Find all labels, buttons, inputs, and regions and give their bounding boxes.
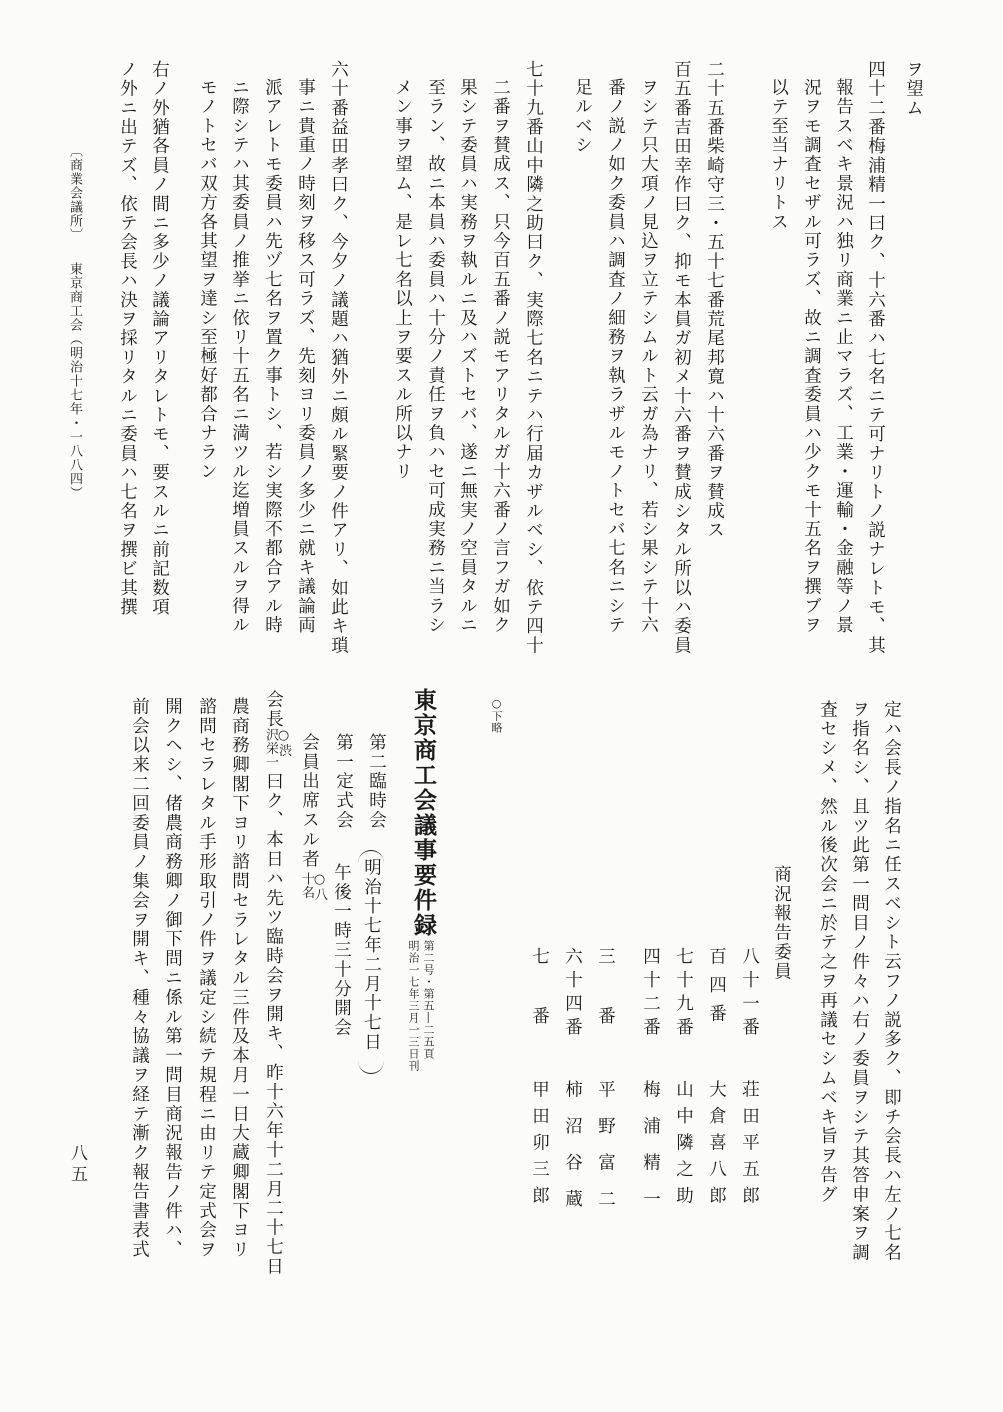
text-line: 諮問セラレタル手形取引ノ件ヲ議定シ続テ規程ニ由リテ定式会ヲ [196, 697, 217, 1260]
member-number: 三番 [595, 947, 616, 1066]
committee-heading: 商況報告委員 [771, 865, 792, 982]
member-number: 七番 [529, 947, 550, 1066]
text-line: 前会以来二回委員ノ集会ヲ開キ、種々協議ヲ経テ漸ク報告書表式 [129, 697, 150, 1260]
text-line: メン事ヲ望ム、是レ七名以上ヲ要スル所以ナリ [392, 78, 413, 482]
record-title: 東京商工会議事要件録 [410, 688, 437, 938]
text-line: 四十二番梅浦精一曰ク、十六番ハ七名ニテ可ナリトノ説ナレトモ、其 [865, 60, 886, 656]
member-number: 八十一番 [739, 947, 760, 1041]
text-line: 右ノ外猶各員ノ間ニ多少ノ議論アリタレトモ、要スルニ前記数項 [149, 60, 170, 617]
text-line: ニ際シテハ其委員ノ推挙ニ依リ十五名ニ満ツル迄増員スルヲ得ル [229, 78, 250, 635]
text-line: ヲシテ只大項ノ見込ヲ立テシムルト云ガ為ナリ、若シ果シテ十六 [638, 78, 659, 635]
text-line: 査セシメ、然ル後次会ニ於テ之ヲ再議セシムベキ旨ヲ告グ [817, 700, 838, 1205]
text-line: 二番ヲ賛成ス、只今百五番ノ説モアリタルガ十六番ノ言フガ如ク [490, 78, 511, 635]
text-line: ヲ望ム [903, 60, 924, 118]
text-line: 報告スベキ景況ハ独リ商業ニ止マラズ、工業・運輸・金融等ノ景 [833, 78, 854, 635]
text-line: ノ外ニ出テズ、依テ会長ハ決ヲ採リタルニ委員ハ七名ヲ撰ビ其撰 [117, 60, 138, 617]
text-line: ヲ指名シ、且ツ此第一問目ノ件々ハ右ノ委員ヲシテ其答申案ヲ調 [849, 700, 870, 1263]
text-line: 況ヲモ調査セザル可ラズ、故ニ調査委員ハ少クモ十五名ヲ撰ブヲ [801, 78, 822, 635]
member-name: 荘田平五郎 [739, 1080, 760, 1213]
text-line: 二十五番柴崎守三・五十七番荒尾邦寛ハ十六番ヲ賛成ス [704, 60, 725, 540]
meeting-time: 午後一時三十分開会 [331, 863, 352, 1038]
text-line: 七十九番山中隣之助曰ク、実際七名ニテハ行届カザルベシ、依テ四十 [523, 60, 544, 656]
member-name: 大倉喜八郎 [706, 1080, 727, 1213]
member-name: 平野富二 [595, 1080, 616, 1226]
text-line: 開クヘシ、偖農商務卿ノ御下問ニ係ル第一問目商況報告ノ件ハ、 [162, 697, 183, 1260]
text-line: 百五番吉田幸作曰ク、抑モ本員ガ初メ十六番ヲ賛成シタル所以ハ委員 [671, 60, 692, 656]
text-line: 番ノ説ノ如ク委員ハ調査ノ細務ヲ執ラザルモノトセバ七名ニシテ [605, 78, 626, 635]
chair-label: 会長 [263, 690, 284, 729]
text-line: 農商務卿閣下ヨリ諮問セラレタル三件及本月一日大蔵卿閣下ヨリ [229, 697, 250, 1260]
text-line: 事ニ貴重ノ時刻ヲ移ス可ラズ、先刻ヨリ委員ノ多少ニ就キ議論両 [295, 78, 316, 635]
record-issue-line2: 明治一七年三月一三日刊 [407, 940, 420, 1072]
text-line: 六十番益田孝曰ク、今夕ノ議題ハ猶外ニ頗ル緊要ノ件アリ、如此キ瑣 [328, 60, 349, 656]
member-name: 山中隣之助 [673, 1080, 694, 1213]
text-line: 果シテ委員ハ実務ヲ執ルニ及ハズトセバ、遂ニ無実ノ空員タルニ [457, 78, 478, 635]
member-number: 四十二番 [640, 947, 661, 1041]
text-line: モノトセバ双方各其望ヲ達シ至極好都合ナラン [197, 78, 218, 482]
member-number: 六十四番 [562, 947, 583, 1041]
footer-publisher: 〔商業会議所〕 [67, 144, 82, 242]
text-line: 足ルベシ [572, 78, 593, 155]
chair-speech: 曰ク、本日ハ先ツ臨時会ヲ開キ、昨十六年十二月二十七日 [263, 772, 284, 1277]
member-number: 百四番 [706, 947, 727, 1033]
member-name: 梅浦精一 [640, 1080, 661, 1226]
member-number: 七十九番 [673, 947, 694, 1041]
attendance-count: ○八十名 [299, 872, 327, 901]
meeting-name: 第二臨時会 [366, 733, 387, 830]
record-issue-line1: 第二号・第五―二五頁 [422, 940, 435, 1060]
text-line: 定ハ会長ノ指名ニ任スベシト云フノ説多ク、即チ会長ハ左ノ七名 [881, 700, 902, 1263]
first-meeting: 第一定式会 [333, 733, 354, 830]
text-line: 至ラン、故ニ本員ハ委員ハ十分ノ責任ヲ負ハセ可成実務ニ当ラシ [425, 78, 446, 635]
text-line: 派アレトモ委員ハ先ヅ七名ヲ置ク事トシ、若シ実際不都合アル時 [262, 78, 283, 635]
text-line: 以テ至当ナリトス [768, 78, 789, 232]
meeting-date: 明治十七年二月十七日 [361, 858, 382, 1052]
footer-source: 東京商工会（明治十七年・一八八四） [67, 262, 82, 500]
attendance-label: 会員出席スル者 [299, 733, 320, 869]
page-number: 八五 [67, 1144, 87, 1186]
chair-note: ○渋沢栄一 [263, 728, 291, 769]
member-name: 甲田卯三郎 [529, 1080, 550, 1213]
omitted-note: ○下略 [490, 697, 503, 734]
member-name: 柿沼谷蔵 [562, 1080, 583, 1226]
